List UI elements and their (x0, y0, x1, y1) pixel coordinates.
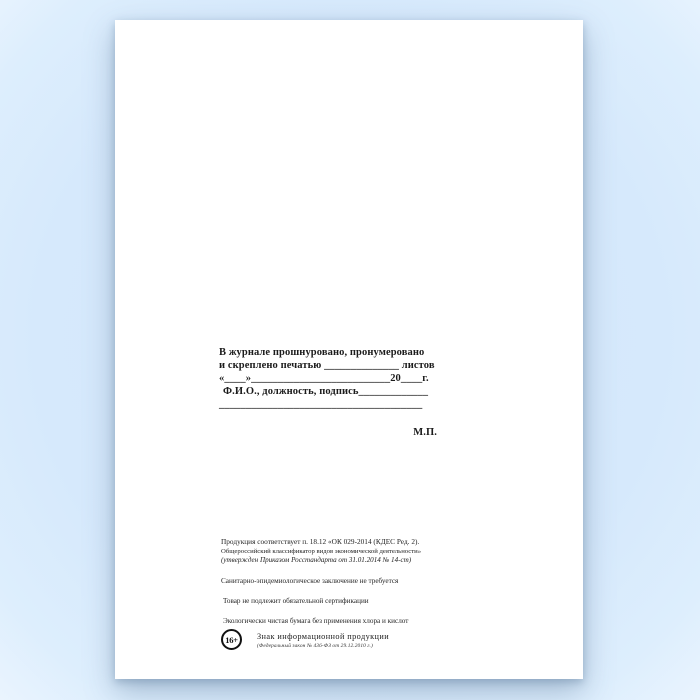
compliance-standard-line-3: (утвержден Приказом Росстандарта от 31.01.2014 № 14-ст) (221, 555, 412, 564)
stitch-line-2: и скреплено печатью ______________ листов (219, 360, 435, 371)
compliance-block (221, 537, 461, 626)
certification-note: Товар не подлежит обязательной сертификации (223, 597, 369, 605)
age-mark-text (257, 629, 389, 649)
stitch-line-4: Ф.И.О., должность, подпись_____________ (223, 386, 429, 397)
ecology-note: Экологически чистая бумага без применения хлора и кислот (223, 617, 409, 625)
stitching-certification-block (219, 346, 441, 439)
stamp-place-label: М.П. (413, 427, 437, 438)
journal-back-page (115, 20, 583, 679)
compliance-standard-line-2: Общероссийский классификатор видов экономической деятельности» (221, 547, 422, 555)
compliance-standard-line-1: Продукция соответствует п. 18.12 «ОК 029-2014 (КДЕС Ред. 2). (221, 537, 420, 546)
stitch-line-3: «____»__________________________20____г. (219, 373, 429, 384)
sanitary-note: Санитарно-эпидемиологическое заключение не требуется (221, 577, 399, 585)
age-mark-law-note: (Федеральный закон № 436-ФЗ от 29.12.2010 г.) (257, 643, 373, 649)
stitch-line-5: ______________________________________ (219, 399, 423, 410)
age-mark-title: Знак информационной продукции (257, 632, 390, 641)
age-rating-block (221, 629, 389, 650)
age-badge-label: 16+ (225, 634, 238, 645)
stitch-line-1: В журнале прошнуровано, пронумеровано (219, 347, 425, 358)
age-16-badge-icon (221, 629, 242, 650)
